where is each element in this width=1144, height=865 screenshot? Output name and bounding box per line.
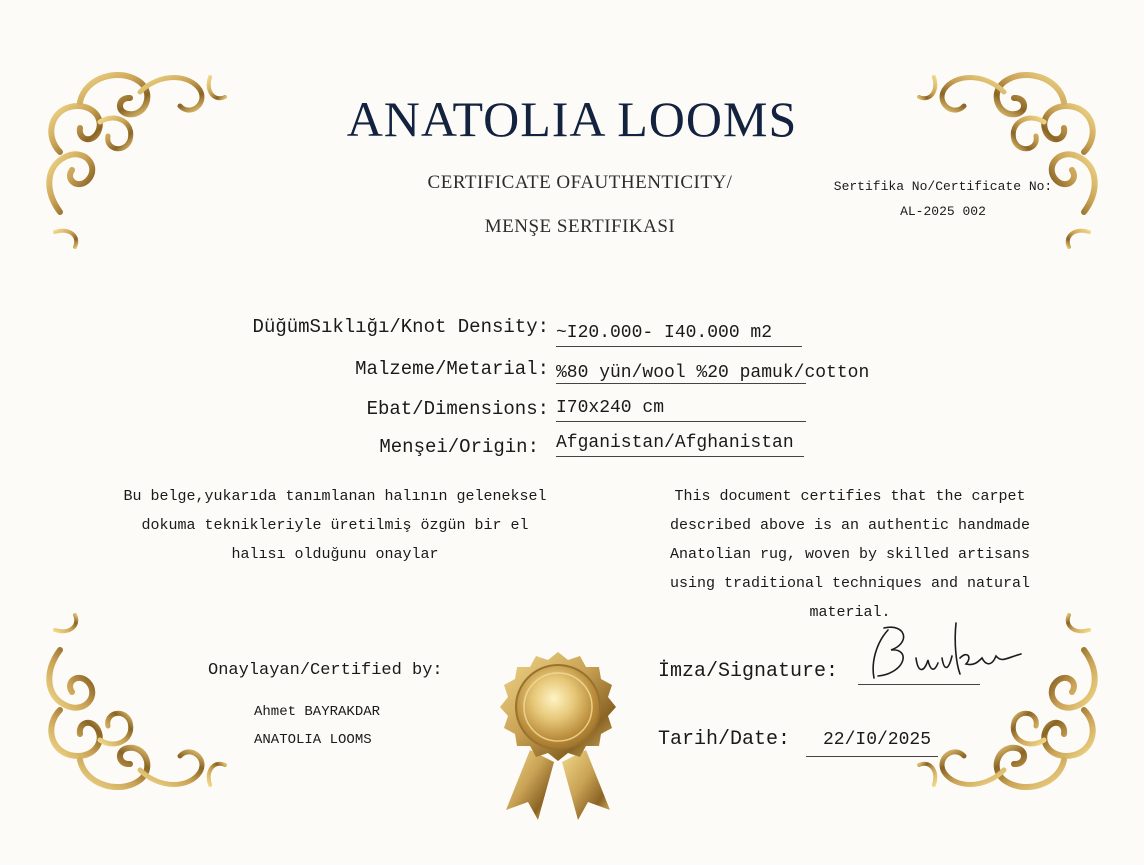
statement-en-line: described above is an authentic handmade <box>669 517 1031 534</box>
knot-density-value: ~I20.000- I40.000 m2 <box>556 320 802 347</box>
certified-by-label: Onaylayan/Certified by: <box>208 661 443 680</box>
statement-tr-line: dokuma teknikleriyle üretilmiş özgün bir el <box>141 517 529 534</box>
knot-density-label: DüğümSıklığı/Knot Density: <box>252 316 549 338</box>
statement-tr-line: Bu belge,yukarıda tanımlanan halının geleneksel <box>123 488 547 505</box>
statement-en-line: material. <box>809 604 891 621</box>
signature-line <box>858 684 980 685</box>
certificate-title: ANATOLIA LOOMS <box>346 91 798 147</box>
certificate-subtitle-tr: MENŞE SERTIFIKASI <box>484 216 676 237</box>
signature-scribble-icon <box>856 618 1026 688</box>
corner-ornament-icon <box>40 600 240 800</box>
statement-turkish <box>80 482 590 569</box>
material-value: %80 yün/wool %20 pamuk/cotton <box>556 363 870 383</box>
certificate-number-label: Sertifika No/Certificate No: <box>833 179 1053 194</box>
statement-tr-line: halısı olduğunu onaylar <box>231 546 439 563</box>
dimensions-label: Ebat/Dimensions: <box>366 398 549 420</box>
dimensions-value: I70x240 cm <box>556 395 806 422</box>
certificate-number <box>825 174 1061 224</box>
date-line <box>806 756 938 757</box>
date-label: Tarih/Date: <box>658 728 791 751</box>
origin-label: Menşei/Origin: <box>379 436 539 458</box>
certifier-name: Ahmet BAYRAKDAR <box>254 704 381 720</box>
origin-value: Afganistan/Afghanistan <box>556 430 804 457</box>
material-label: Malzeme/Metarial: <box>355 358 549 380</box>
statement-en-line: using traditional techniques and natural <box>669 575 1031 592</box>
certifier-company: ANATOLIA LOOMS <box>254 732 372 748</box>
statement-en-line: This document certifies that the carpet <box>674 488 1026 505</box>
statement-english <box>640 482 1060 627</box>
certificate-subtitle: CERTIFICATE OFAUTHENTICITY/ <box>427 172 733 193</box>
certificate-number-value: AL-2025 002 <box>900 204 986 219</box>
signature-label: İmza/Signature: <box>658 660 839 683</box>
gold-seal-icon <box>488 650 628 820</box>
material-underline <box>556 383 806 384</box>
date-value: 22/I0/2025 <box>823 730 932 750</box>
statement-en-line: Anatolian rug, woven by skilled artisans <box>669 546 1031 563</box>
